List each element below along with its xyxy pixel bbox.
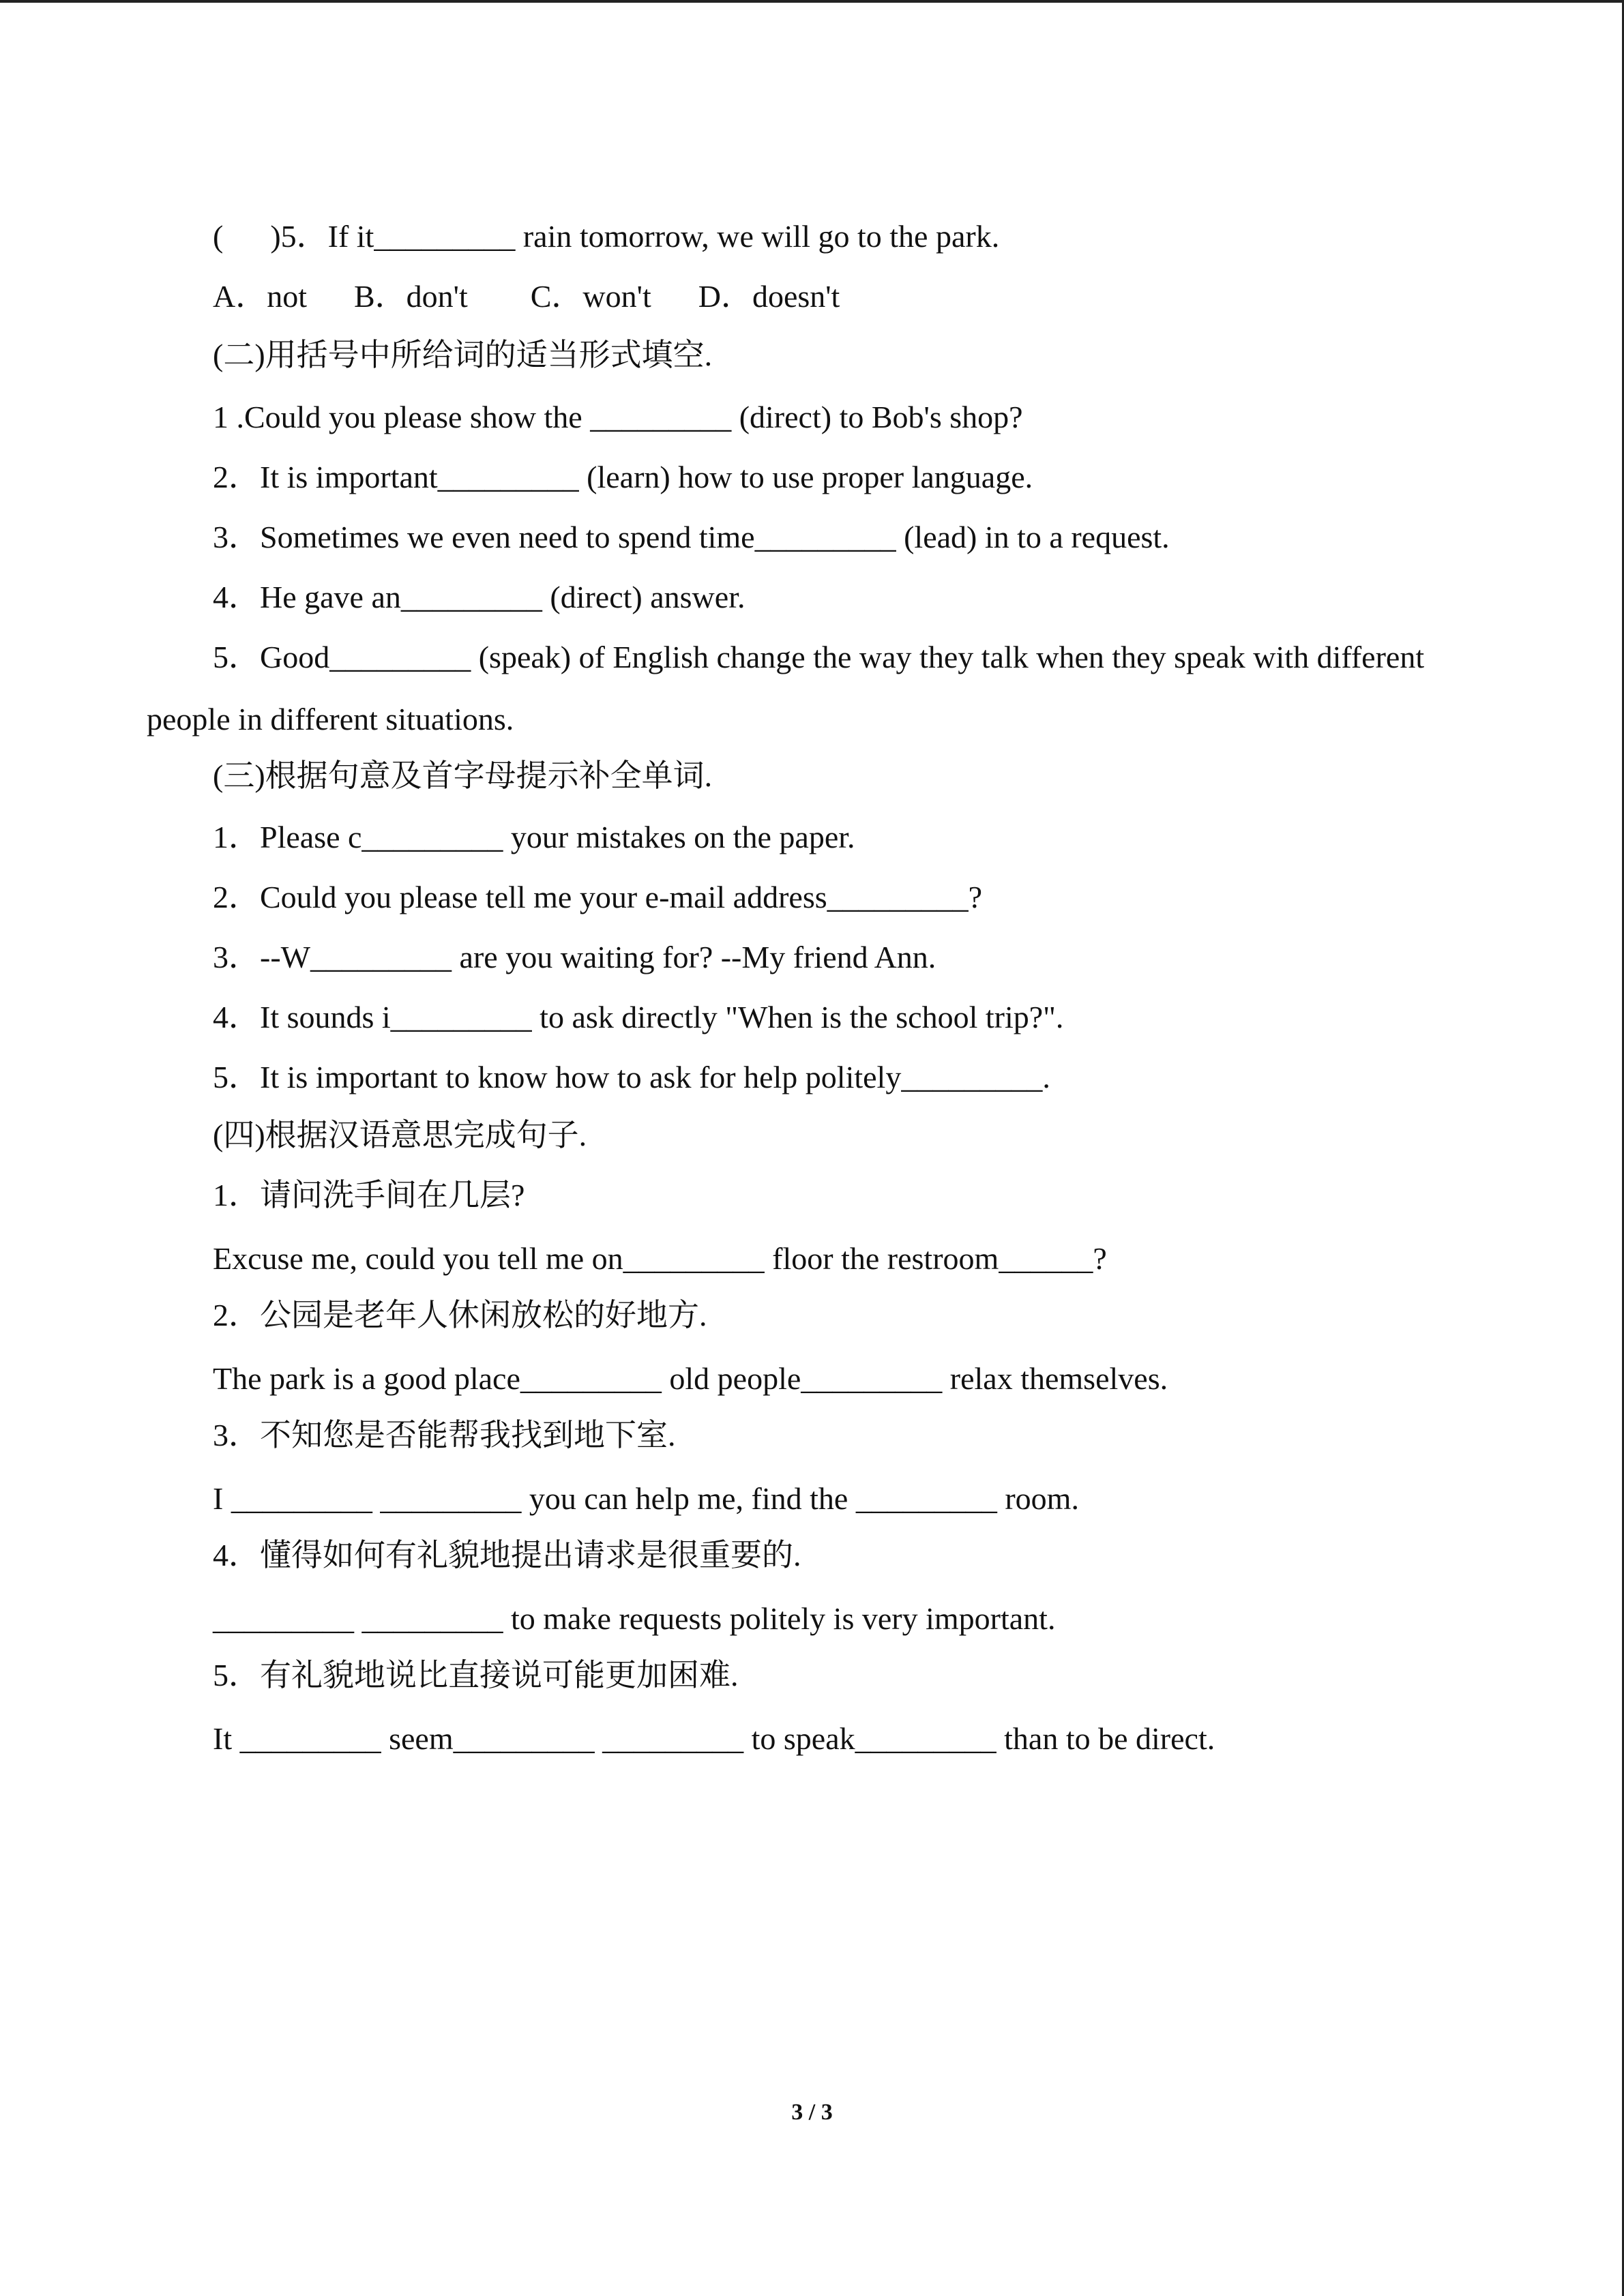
- section-2-item-5: 5．Good_________ (speak) of English change the way they talk when they speak with different: [213, 640, 1425, 674]
- section-2-item-2: 2．It is important_________ (learn) how to use proper language.: [213, 460, 1033, 494]
- section-4-item-1-chinese: 1．请问洗手间在几层?: [213, 1178, 525, 1212]
- question-5-options: A．not B．don't C．won't D．doesn't: [213, 279, 840, 314]
- section-4-heading: (四)根据汉语意思完成句子.: [213, 1118, 587, 1152]
- section-4-item-3-english: I _________ _________ you can help me, find the _________ room.: [213, 1481, 1079, 1516]
- section-3-item-1: 1．Please c_________ your mistakes on the paper.: [213, 820, 855, 854]
- section-4-item-4-english: _________ _________ to make requests politely is very important.: [213, 1601, 1056, 1636]
- section-4-item-2-english: The park is a good place_________ old people_________ relax themselves.: [213, 1361, 1168, 1396]
- section-2-item-1: 1 .Could you please show the _________ (direct) to Bob's shop?: [213, 400, 1023, 434]
- section-4-item-2-chinese: 2．公园是老年人休闲放松的好地方.: [213, 1298, 707, 1332]
- section-4-item-4-chinese: 4．懂得如何有礼貌地提出请求是很重要的.: [213, 1538, 801, 1572]
- section-4-item-5-english: It _________ seem_________ _________ to speak_________ than to be direct.: [213, 1721, 1215, 1756]
- section-3-item-5: 5．It is important to know how to ask for help politely_________.: [213, 1060, 1050, 1094]
- question-5-stem: ( )5．If it_________ rain tomorrow, we will go to the park.: [213, 219, 1000, 254]
- section-2-heading: (二)用括号中所给词的适当形式填空.: [213, 338, 713, 372]
- section-2-item-4: 4．He gave an_________ (direct) answer.: [213, 580, 745, 614]
- section-4-item-5-chinese: 5．有礼貌地说比直接说可能更加困难.: [213, 1658, 739, 1693]
- section-3-item-2: 2．Could you please tell me your e-mail address_________?: [213, 880, 983, 914]
- page-number: 3 / 3: [791, 2100, 833, 2125]
- section-3-heading: (三)根据句意及首字母提示补全单词.: [213, 758, 713, 793]
- section-4-item-3-chinese: 3．不知您是否能帮我找到地下室.: [213, 1418, 676, 1452]
- section-4-item-1-english: Excuse me, could you tell me on_________ floor the restroom______?: [213, 1241, 1107, 1276]
- section-3-item-3: 3．--W_________ are you waiting for? --My friend Ann.: [213, 940, 936, 974]
- section-2-item-3: 3．Sometimes we even need to spend time_________ (lead) in to a request.: [213, 520, 1170, 554]
- section-2-item-5-continued: people in different situations.: [147, 702, 514, 736]
- section-3-item-4: 4．It sounds i_________ to ask directly "When is the school trip?".: [213, 1000, 1064, 1034]
